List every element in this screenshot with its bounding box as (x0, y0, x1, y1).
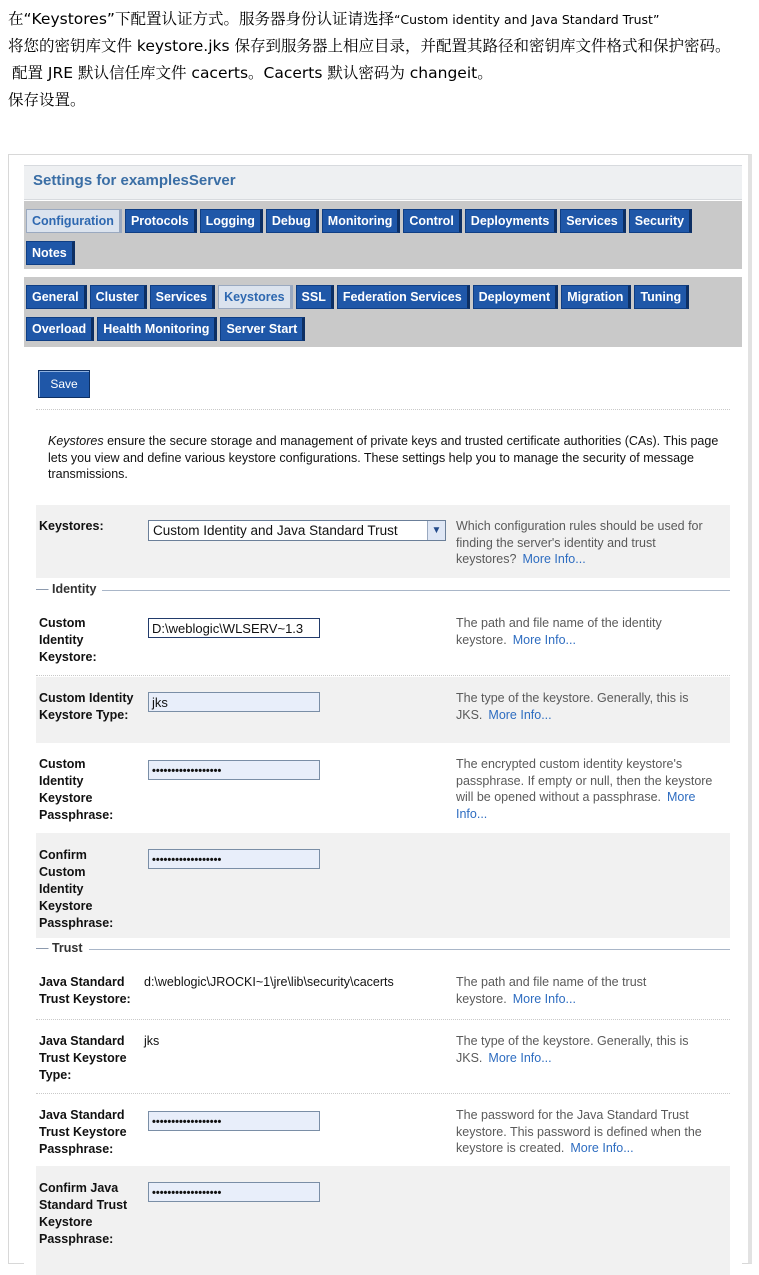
tab-protocols[interactable]: Protocols (125, 209, 197, 233)
identity-pass-confirm-row (36, 833, 730, 938)
instruction-line-1-option: “Custom identity and Java Standard Trust” (393, 12, 660, 27)
tab-deployments[interactable]: Deployments (465, 209, 558, 233)
keystores-select[interactable] (148, 520, 446, 541)
keystores-select-value: Custom Identity and Java Standard Trust (153, 523, 398, 538)
title-bar (24, 165, 742, 200)
identity-pass-confirm-input[interactable]: •••••••••••••••••• (148, 849, 320, 869)
subtab-migration[interactable]: Migration (561, 285, 631, 309)
trust-keystore-row (36, 962, 730, 1019)
identity-pass-help-text: The encrypted custom identity keystore's passphrase. If empty or null, then the keystore will be opened without a passphrase. (456, 757, 713, 804)
identity-type-help (456, 690, 718, 723)
subtab-tuning[interactable]: Tuning (634, 285, 689, 309)
trust-pass-help-text: The password for the Java Standard Trust keystore. This password is defined when the keystore is created. (456, 1108, 702, 1155)
page-title: Settings for examplesServer (33, 172, 236, 189)
identity-pass-help (456, 756, 718, 822)
tab-control[interactable]: Control (403, 209, 461, 233)
tab-configuration[interactable]: Configuration (26, 209, 122, 233)
trust-keystore-more-info-link[interactable]: More Info... (512, 991, 576, 1006)
trust-pass-more-info-link[interactable]: More Info... (570, 1141, 634, 1155)
divider (36, 1019, 730, 1020)
identity-pass-more-info-link[interactable]: More Info... (456, 790, 696, 821)
keystores-help (456, 518, 718, 568)
subtab-deployment[interactable]: Deployment (473, 285, 559, 309)
trust-keystore-help-text: The path and file name of the trust keystore. (456, 975, 647, 1006)
trust-pass-confirm-row (36, 1166, 730, 1275)
instruction-line-3: 配置 JRE 默认信任库文件 cacerts。Cacerts 默认密码为 changeit。 (12, 64, 493, 82)
identity-keystore-more-info-link[interactable]: More Info... (512, 632, 576, 647)
tab-notes[interactable]: Notes (26, 241, 75, 265)
keystores-help-text: Which configuration rules should be used for finding the server's identity and trust keystores? (456, 519, 703, 566)
secondary-tabs (24, 277, 742, 347)
subtab-cluster[interactable]: Cluster (90, 285, 147, 309)
trust-pass-input[interactable]: •••••••••••••••••• (148, 1111, 320, 1131)
page-description (48, 433, 728, 483)
trust-section: — Trust (36, 941, 730, 957)
trust-pass-row (36, 1095, 730, 1165)
subtab-ssl[interactable]: SSL (296, 285, 334, 309)
keystores-label: Keystores: (39, 519, 104, 533)
divider (36, 409, 730, 410)
screenshot-frame (8, 154, 752, 1264)
subtab-health-monitoring[interactable]: Health Monitoring (97, 317, 217, 341)
subtab-federation-services[interactable]: Federation Services (337, 285, 470, 309)
instruction-line-1-text: 在“Keystores”下配置认证方式。服务器身份认证请选择 (8, 10, 394, 28)
identity-type-label: Custom Identity Keystore Type: (39, 691, 134, 722)
identity-type-input[interactable]: jks (148, 692, 320, 712)
trust-pass-help (456, 1107, 718, 1157)
identity-pass-label: Custom Identity Keystore Passphrase: (39, 757, 114, 822)
identity-section: — Identity (36, 582, 730, 598)
settings-panel (24, 165, 742, 1275)
identity-type-row (36, 677, 730, 743)
trust-type-help-text: The type of the keystore. Generally, this is JKS. (456, 1034, 689, 1065)
subtab-overload[interactable]: Overload (26, 317, 94, 341)
tab-services[interactable]: Services (560, 209, 625, 233)
divider (36, 1093, 730, 1094)
primary-tabs (24, 201, 742, 269)
identity-pass-row (36, 744, 730, 832)
trust-type-value: jks (144, 1034, 160, 1048)
chevron-down-icon[interactable]: ▼ (427, 521, 445, 540)
trust-pass-confirm-input[interactable]: •••••••••••••••••• (148, 1182, 320, 1202)
subtab-keystores[interactable]: Keystores (218, 285, 292, 309)
divider (36, 675, 730, 676)
description-keyword: Keystores (48, 434, 104, 448)
trust-pass-label: Java Standard Trust Keystore Passphrase: (39, 1108, 127, 1156)
identity-keystore-label: Custom Identity Keystore: (39, 616, 97, 664)
identity-keystore-row (36, 603, 730, 675)
identity-section-title: Identity (51, 582, 97, 596)
trust-type-help (456, 1033, 718, 1066)
trust-keystore-label: Java Standard Trust Keystore: (39, 975, 131, 1006)
identity-keystore-help-text: The path and file name of the identity keystore. (456, 616, 662, 647)
instruction-line-4: 保存设置。 (8, 91, 86, 109)
subtab-server-start[interactable]: Server Start (220, 317, 305, 341)
instructions (8, 6, 753, 114)
keystores-row (36, 505, 730, 578)
trust-pass-confirm-label: Confirm Java Standard Trust Keystore Passphrase: (39, 1181, 128, 1246)
trust-type-label: Java Standard Trust Keystore Type: (39, 1034, 127, 1082)
tab-logging[interactable]: Logging (200, 209, 263, 233)
subtab-services[interactable]: Services (150, 285, 215, 309)
identity-keystore-help (456, 615, 718, 648)
trust-type-row (36, 1021, 730, 1093)
instruction-line-1 (8, 6, 753, 33)
tab-debug[interactable]: Debug (266, 209, 319, 233)
trust-section-title: Trust (51, 941, 83, 955)
identity-type-more-info-link[interactable]: More Info... (488, 707, 552, 722)
save-button[interactable]: Save (38, 370, 90, 398)
tab-monitoring[interactable]: Monitoring (322, 209, 401, 233)
subtab-general[interactable]: General (26, 285, 87, 309)
instruction-line-2: 将您的密钥库文件 keystore.jks 保存到服务器上相应目录，并配置其路径和密钥库文件格式和保护密码。 (8, 37, 731, 55)
trust-keystore-value: d:\weblogic\JROCKI~1\jre\lib\security\cacerts (144, 975, 394, 989)
trust-keystore-help (456, 974, 718, 1007)
identity-pass-input[interactable]: •••••••••••••••••• (148, 760, 320, 780)
description-text: ensure the secure storage and management of private keys and trusted certificate authorities (CAs). This page lets you view and define various keystore configurations. These settings help you to manage the security of message transmissions. (48, 434, 719, 481)
identity-keystore-input[interactable]: D:\weblogic\WLSERV~1.3 (148, 618, 320, 638)
identity-type-help-text: The type of the keystore. Generally, this is JKS. (456, 691, 689, 722)
tab-security[interactable]: Security (629, 209, 692, 233)
trust-type-more-info-link[interactable]: More Info... (488, 1050, 552, 1065)
keystores-more-info-link[interactable]: More Info... (522, 552, 586, 566)
identity-pass-confirm-label: Confirm Custom Identity Keystore Passphrase: (39, 848, 114, 930)
